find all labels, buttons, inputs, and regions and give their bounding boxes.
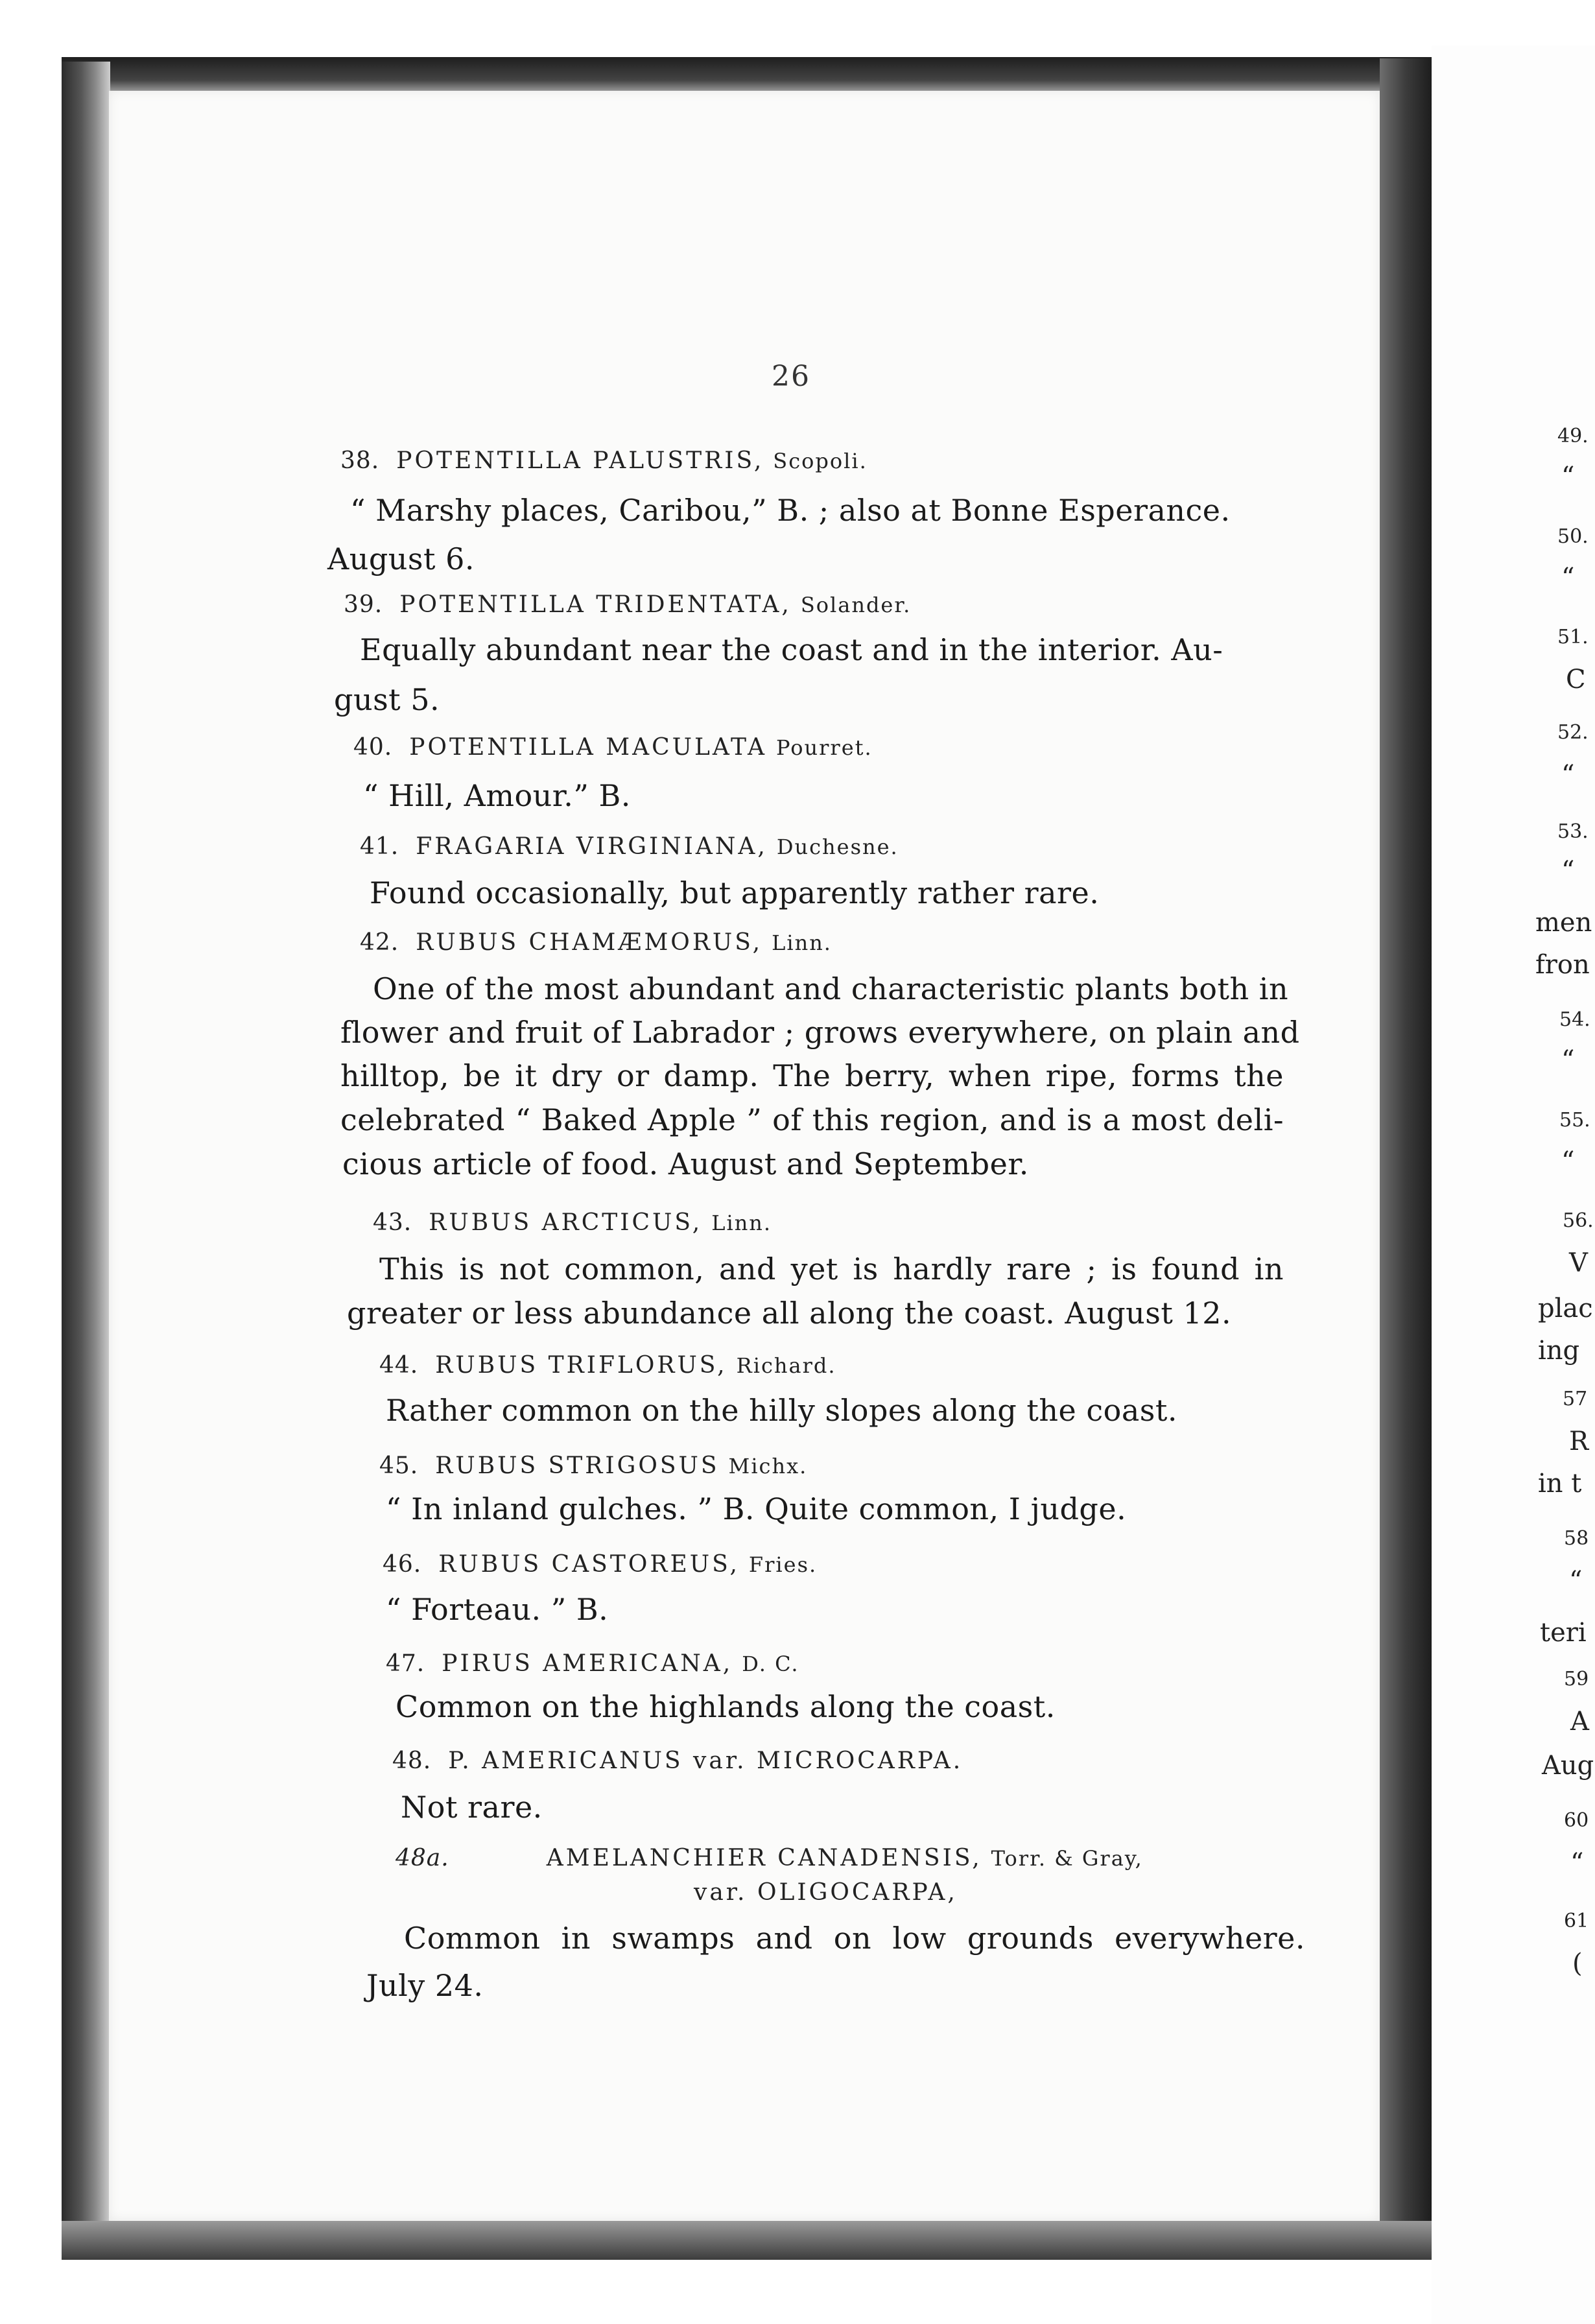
species-name: POTENTILLA MACULATA xyxy=(409,734,767,761)
fragment: teri xyxy=(1540,1618,1587,1648)
entry-text-line: August 6. xyxy=(327,541,475,576)
entry-number: 38. xyxy=(340,447,380,474)
fragment: “ xyxy=(1561,1045,1575,1075)
fragment: “ xyxy=(1569,1566,1583,1596)
book-gutter-shadow xyxy=(1380,58,1432,2257)
entry-text-line: Not rare. xyxy=(401,1790,543,1825)
fragment: “ xyxy=(1561,760,1575,790)
fragment: 50. xyxy=(1557,525,1589,548)
entry-text-line: “ Marshy places, Caribou,” B. ; also at Bonne Esperance. xyxy=(350,493,1231,528)
fragment: men xyxy=(1535,908,1592,938)
entry-text-line: Common on the highlands along the coast. xyxy=(396,1689,1056,1724)
entry-text-line: Found occasionally, but apparently rather rare. xyxy=(370,875,1100,910)
facing-page xyxy=(1432,45,1595,2324)
species-name: FRAGARIA VIRGINIANA, xyxy=(416,833,768,860)
fragment: R xyxy=(1569,1427,1589,1456)
entry-number: 48. xyxy=(392,1748,432,1774)
entry-text-line: hilltop, be it dry or damp. The berry, when ripe, forms the xyxy=(340,1058,1284,1093)
scan-background xyxy=(0,0,1595,65)
fragment: Aug xyxy=(1542,1751,1594,1781)
entry-number: 41. xyxy=(360,833,399,860)
entry-text-line: Rather common on the hilly slopes along the coast. xyxy=(386,1393,1177,1428)
fragment: “ xyxy=(1570,1848,1584,1878)
entry-number: 40. xyxy=(353,734,393,761)
fragment: 59 xyxy=(1564,1668,1589,1690)
entry-heading-39 xyxy=(344,591,911,618)
entry-number: 39. xyxy=(344,591,383,618)
entry-number: 47. xyxy=(386,1650,425,1677)
fragment: 61 xyxy=(1564,1910,1589,1932)
book-left-edge xyxy=(62,62,110,2221)
entry-text-line: celebrated “ Baked Apple ” of this region, and is a most deli- xyxy=(340,1102,1284,1137)
fragment: 60 xyxy=(1564,1809,1589,1832)
book-top-edge xyxy=(62,57,1514,96)
fragment: 54. xyxy=(1559,1008,1590,1031)
species-author: Richard. xyxy=(736,1353,836,1378)
fragment: V xyxy=(1569,1248,1588,1278)
fragment: 56. xyxy=(1563,1209,1594,1232)
species-name: RUBUS ARCTICUS, xyxy=(429,1209,703,1236)
fragment: fron xyxy=(1535,950,1590,980)
entry-text-line: Equally abundant near the coast and in the interior. Au- xyxy=(360,632,1223,667)
species-name: POTENTILLA TRIDENTATA, xyxy=(399,591,792,618)
entry-heading-46 xyxy=(383,1551,817,1578)
species-author: Michx. xyxy=(728,1454,808,1478)
entry-number: 45. xyxy=(379,1452,419,1479)
species-name: POTENTILLA PALUSTRIS, xyxy=(396,447,764,474)
entry-heading-44 xyxy=(379,1352,836,1379)
species-author: Fries. xyxy=(748,1552,818,1577)
species-name: RUBUS STRIGOSUS xyxy=(435,1452,720,1479)
fragment: 49. xyxy=(1557,425,1589,447)
entry-text-line: flower and fruit of Labrador ; grows everywhere, on plain and xyxy=(340,1015,1300,1050)
fragment: “ xyxy=(1561,856,1575,886)
species-author: Torr. & Gray, xyxy=(991,1846,1143,1871)
entry-number: 42. xyxy=(360,929,399,956)
entry-heading-47 xyxy=(386,1650,799,1677)
entry-text-line: “ Forteau. ” B. xyxy=(386,1592,609,1627)
fragment: ing xyxy=(1538,1336,1580,1366)
entry-text-line: cious article of food. August and September. xyxy=(342,1146,1029,1181)
fragment: 52. xyxy=(1557,721,1589,744)
entry-heading-38 xyxy=(340,447,868,474)
fragment: “ xyxy=(1561,563,1575,593)
species-name: AMELANCHIER CANADENSIS, xyxy=(546,1845,982,1871)
entry-heading-41 xyxy=(360,833,899,860)
entry-heading-40 xyxy=(353,734,873,761)
fragment: 53. xyxy=(1557,820,1589,843)
fragment: 55. xyxy=(1559,1109,1590,1132)
entry-number: 44. xyxy=(379,1352,419,1379)
species-name: PIRUS AMERICANA, xyxy=(442,1650,733,1677)
fragment: A xyxy=(1570,1707,1589,1737)
fragment: “ xyxy=(1561,1146,1575,1176)
fragment: 57 xyxy=(1563,1388,1588,1410)
fragment: ( xyxy=(1572,1949,1583,1978)
entry-text-line: One of the most abundant and characteristic plants both in xyxy=(373,971,1289,1006)
entry-heading-48 xyxy=(392,1748,963,1774)
entry-text-line: Common in swamps and on low grounds everywhere. xyxy=(404,1921,1305,1956)
entry-heading-42 xyxy=(360,929,832,956)
species-name: RUBUS TRIFLORUS, xyxy=(435,1352,727,1379)
fragment: 51. xyxy=(1557,626,1589,648)
entry-text-line: greater or less abundance all along the coast. August 12. xyxy=(347,1296,1232,1331)
species-name: P. AMERICANUS var. MICROCARPA. xyxy=(448,1748,963,1774)
fragment: in t xyxy=(1538,1469,1582,1499)
entry-text-line: “ In inland gulches. ” B. Quite common, I judge. xyxy=(386,1491,1127,1526)
entry-text-line: gust 5. xyxy=(334,682,440,717)
entry-number: 46. xyxy=(383,1551,422,1578)
fragment: C xyxy=(1566,665,1586,694)
species-author: Scopoli. xyxy=(773,449,868,473)
entry-heading-48a xyxy=(396,1845,1143,1871)
fragment: 58 xyxy=(1564,1527,1589,1550)
species-author: Duchesne. xyxy=(776,835,899,859)
entry-heading-43 xyxy=(373,1209,772,1236)
fragment: “ xyxy=(1561,462,1575,492)
species-author: Pourret. xyxy=(776,735,873,760)
entry-text-line: July 24. xyxy=(366,1968,484,2003)
species-name: RUBUS CHAMÆMORUS, xyxy=(416,929,763,956)
variety-name: var. OLIGOCARPA, xyxy=(694,1879,958,1906)
entry-number: 48a. xyxy=(396,1845,449,1871)
species-author: Solander. xyxy=(800,593,912,617)
entry-heading-45 xyxy=(379,1452,807,1479)
species-name: RUBUS CASTOREUS, xyxy=(438,1551,740,1578)
book-bottom-edge xyxy=(62,2221,1432,2260)
species-author: Linn. xyxy=(711,1211,772,1235)
page-number: 26 xyxy=(772,360,810,393)
entry-number: 43. xyxy=(373,1209,412,1236)
species-author: Linn. xyxy=(772,931,832,955)
entry-text-line: “ Hill, Amour.” B. xyxy=(363,778,631,813)
entry-text-line: This is not common, and yet is hardly rare ; is found in xyxy=(379,1251,1284,1286)
fragment: plac xyxy=(1538,1294,1593,1323)
species-author: D. C. xyxy=(742,1652,799,1676)
